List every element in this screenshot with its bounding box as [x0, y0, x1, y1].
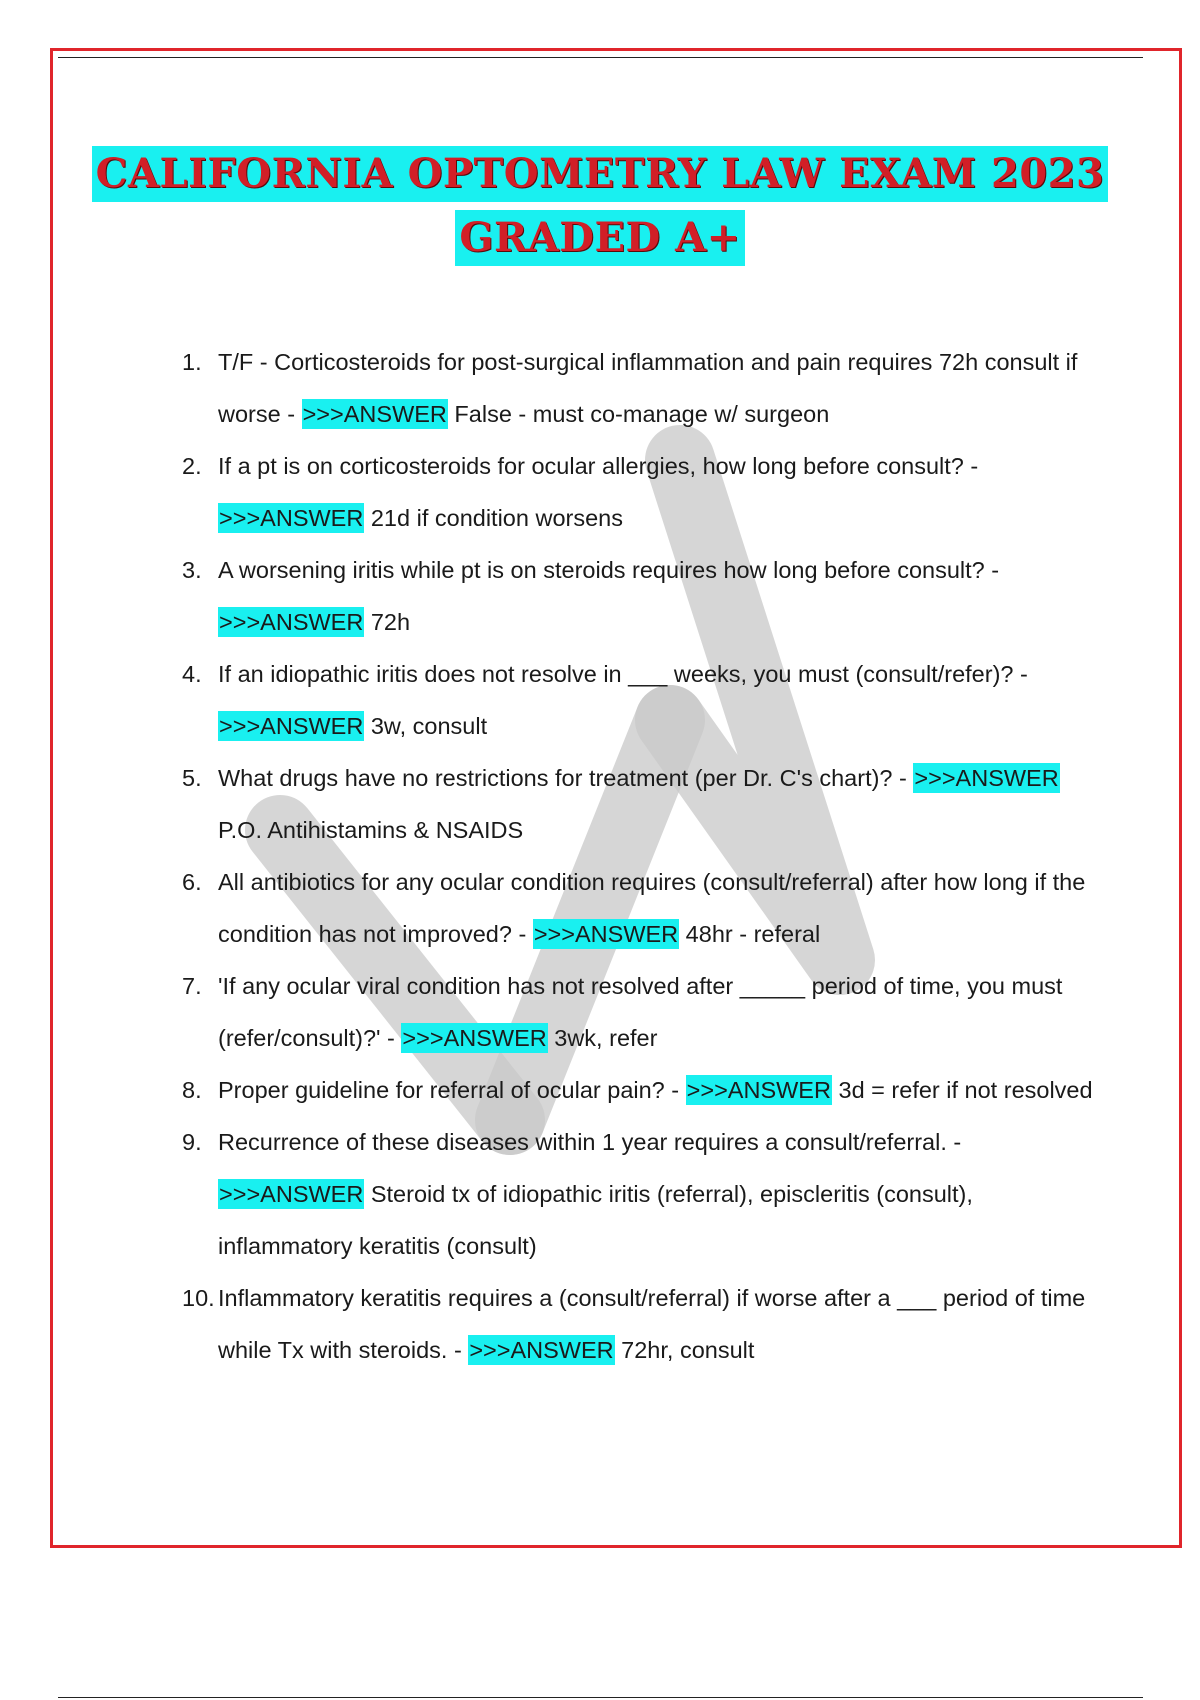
- answer-tag: >>>ANSWER: [533, 921, 679, 947]
- list-item: [182, 440, 1102, 544]
- question-text: If a pt is on corticosteroids for ocular allergies, how long before consult? -: [218, 453, 979, 479]
- list-item: [182, 544, 1102, 648]
- answer-tag: >>>ANSWER: [302, 401, 447, 427]
- item-number: 5.: [182, 765, 202, 791]
- answer-text: 21d if condition worsens: [364, 505, 623, 531]
- item-number: 9.: [182, 1129, 202, 1155]
- answer-text: 72h: [364, 609, 411, 635]
- answer-text: 3wk, refer: [547, 1025, 658, 1051]
- item-number: 6.: [182, 869, 202, 895]
- question-text: What drugs have no restrictions for treatment (per Dr. C's chart)? -: [218, 765, 914, 791]
- list-item: [182, 1272, 1102, 1376]
- answer-tag: >>>ANSWER: [914, 765, 1059, 791]
- answer-text: 3w, consult: [364, 713, 488, 739]
- answer-text: False - must co-manage w/ surgeon: [447, 401, 830, 427]
- question-text: Inflammatory keratitis requires a (consult/referral) if worse after a ___ period of time while Tx with steroids. -: [218, 1285, 1086, 1363]
- item-number: 8.: [182, 1077, 202, 1103]
- answer-tag: >>>ANSWER: [469, 1337, 614, 1363]
- question-text: 'If any ocular viral condition has not resolved after _____ period of time, you must (refer/consult)?' -: [218, 973, 1063, 1051]
- answer-tag: >>>ANSWER: [219, 1181, 364, 1207]
- list-item: [182, 336, 1102, 440]
- answer-tag: >>>ANSWER: [219, 505, 364, 531]
- bottom-rule: [58, 1697, 1143, 1698]
- list-item: [182, 752, 1102, 856]
- list-item: [182, 960, 1102, 1064]
- item-number: 1.: [182, 349, 202, 375]
- list-item: [182, 648, 1102, 752]
- item-number: 2.: [182, 453, 202, 479]
- answer-text: 48hr - referal: [679, 921, 821, 947]
- item-number: 4.: [182, 661, 202, 687]
- question-text: A worsening iritis while pt is on steroids requires how long before consult? -: [218, 557, 1000, 583]
- question-text: T/F - Corticosteroids for post-surgical inflammation and pain requires 72h consult if worse -: [218, 349, 1078, 427]
- list-item: [182, 1064, 1102, 1116]
- item-number: 10.: [182, 1285, 215, 1311]
- item-number: 7.: [182, 973, 202, 999]
- question-text: If an idiopathic iritis does not resolve in ___ weeks, you must (consult/refer)? -: [218, 661, 1028, 687]
- question-text: Proper guideline for referral of ocular pain? -: [218, 1077, 686, 1103]
- question-list: [182, 336, 1102, 1376]
- question-text: All antibiotics for any ocular condition requires (consult/referral) after how long if the condition has not improved? -: [218, 869, 1086, 947]
- item-number: 3.: [182, 557, 202, 583]
- answer-tag: >>>ANSWER: [219, 609, 364, 635]
- answer-text: P.O. Antihistamins & NSAIDS: [218, 817, 524, 843]
- title-line-2: GRADED A+: [455, 210, 744, 266]
- answer-tag: >>>ANSWER: [402, 1025, 547, 1051]
- title-line-1: CALIFORNIA OPTOMETRY LAW EXAM 2023: [92, 146, 1109, 202]
- top-rule: [58, 57, 1143, 58]
- answer-tag: >>>ANSWER: [219, 713, 364, 739]
- list-item: [182, 1116, 1102, 1272]
- document-title: [0, 146, 1200, 266]
- answer-text: Steroid tx of idiopathic iritis (referral), episcleritis (consult), inflammatory keratitis (consult): [218, 1181, 973, 1259]
- answer-tag: >>>ANSWER: [686, 1077, 831, 1103]
- answer-text: 72hr, consult: [614, 1337, 755, 1363]
- list-item: [182, 856, 1102, 960]
- answer-text: 3d = refer if not resolved: [831, 1077, 1093, 1103]
- question-text: Recurrence of these diseases within 1 year requires a consult/referral. -: [218, 1129, 962, 1155]
